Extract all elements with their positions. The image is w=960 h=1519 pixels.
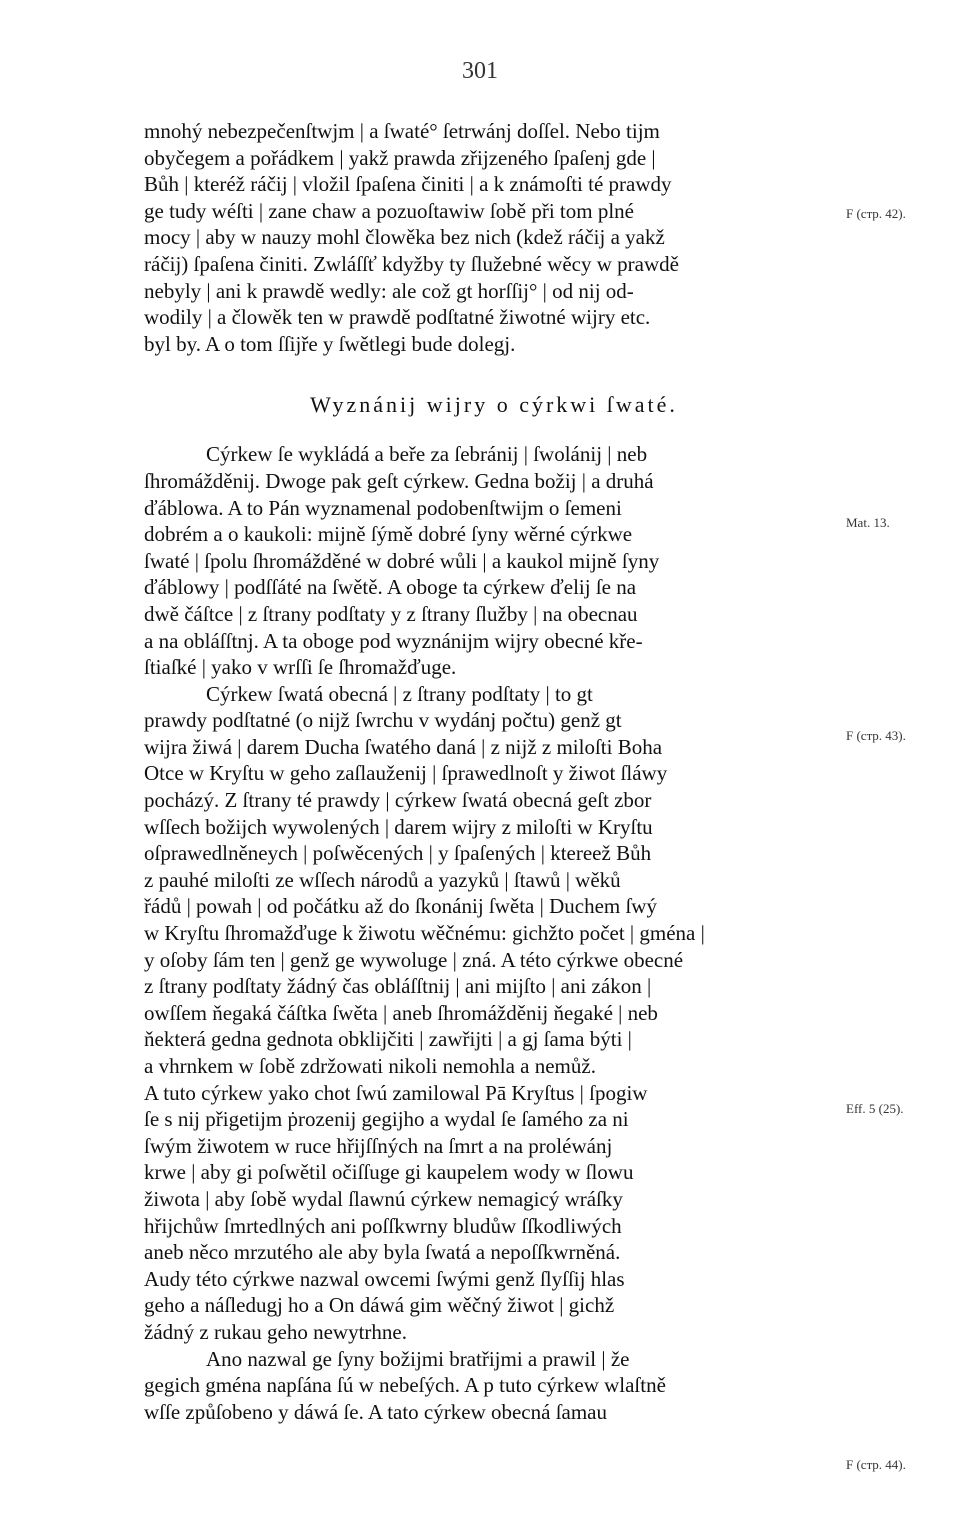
text-line: ňekterá gedna gednota obklijčiti | zawřijti | a gj ſama býti |	[144, 1027, 632, 1052]
margin-note: F (cтp. 43).	[846, 728, 906, 743]
text-line: Audy této cýrkwe nazwal owcemi ſwými genž ſlyſſij hlas	[144, 1266, 625, 1291]
text-line: Ano nazwal ge ſyny božijmi bratřijmi a prawil | že	[206, 1346, 630, 1371]
section-heading: Wyznánij wijry o cýrkwi ſwaté.	[310, 392, 678, 418]
text-line: ſtiaſké | yako v wrſſi ſe ſhromažďuge.	[144, 655, 457, 680]
text-line: mocy | aby w nauzy mohl člowěka bez nich (kdež ráčij a yakž	[144, 225, 665, 250]
text-line: wſſe způſobeno y dáwá ſe. A tato cýrkew obecná ſamau	[144, 1399, 608, 1424]
text-line: Cýrkew ſe wykládá a beře za ſebránij | ſwolánij | neb	[206, 442, 648, 467]
text-line: ſwým žiwotem w ruce hřijſſných na ſmrt a na proléwánj	[144, 1133, 613, 1158]
margin-note: Mat. 13.	[846, 515, 890, 530]
text-line: byl by. A o tom ſſijře y ſwětlegi bude dolegj.	[144, 331, 516, 356]
text-line: z pauhé miloſti ze wſſech národů a yazyků | ſtawů | wěků	[144, 867, 621, 892]
text-line: řádů | powah | od počátku až do ſkonánij ſwěta | Duchem ſwý	[144, 894, 657, 919]
text-line: Cýrkew ſwatá obecná | z ſtrany podſtaty | to gt	[206, 681, 593, 706]
text-line: ge tudy wéſti | zane chaw a pozuoſtawiw ſobě při tom plné	[144, 198, 634, 223]
text-line: geho a náſledugj ho a On dáwá gim wěčný žiwot | gichž	[144, 1293, 615, 1318]
text-line: z ſtrany podſtaty žádný čas obláſſtnij | ani mijſto | ani zákon |	[144, 974, 652, 999]
text-line: obyčegem a pořádkem | yakž prawda zřijzeného ſpaſenj gde |	[144, 145, 656, 170]
text-line: ráčij) ſpaſena činiti. Zwláſſť kdyžby ty ſlužebné wěcy w prawdě	[144, 251, 679, 276]
text-line: gegich gména napſána ſú w nebeſých. A p tuto cýrkew wlaſtně	[144, 1373, 666, 1398]
body-text	[144, 118, 844, 1425]
paragraph-1	[144, 118, 844, 357]
text-line: A tuto cýrkew yako chot ſwú zamilowal Pā Kryſtus | ſpogiw	[144, 1080, 648, 1105]
margin-note: F (cтp. 44).	[846, 1457, 906, 1472]
text-line: y oſoby ſám ten | genž ge wywoluge | zná. A této cýrkwe obecné	[144, 947, 684, 972]
text-line: dwě čáſtce | z ſtrany podſtaty y z ſtrany ſlužby | na obecnau	[144, 601, 638, 626]
text-line: wodily | a člowěk ten w prawdě podſtatné žiwotné wijry etc.	[144, 305, 651, 330]
text-line: ſe s nij přigetijm ṗrozenij gegijho a wydal ſe ſamého za ni	[144, 1107, 629, 1132]
paragraph-3	[144, 681, 844, 1346]
text-line: nebyly | ani k prawdě wedly: ale což gt horſſij° | od nij od-	[144, 278, 634, 303]
text-line: ſhromážděnij. Dwoge pak geſt cýrkew. Gedna božij | a druhá	[144, 468, 654, 493]
text-line: ďáblowy | podſſáté na ſwětě. A oboge ta cýrkew ďelij ſe na	[144, 575, 637, 600]
page-number: 301	[462, 58, 498, 84]
text-line: dobrém a o kaukoli: mijně ſýmě dobré ſyny wěrné cýrkwe	[144, 522, 633, 547]
text-line: hřijchůw ſmrtedlných ani poſſkwrny bludůw ſſkodliwých	[144, 1213, 622, 1238]
text-line: wijra žiwá | darem Ducha ſwatého daná | z nijž z miloſti Boha	[144, 734, 663, 759]
text-line: žiwota | aby ſobě wydal ſlawnú cýrkew nemagicý wráſky	[144, 1186, 623, 1211]
text-line: pocházý. Z ſtrany té prawdy | cýrkew ſwatá obecná geſt zbor	[144, 788, 652, 813]
text-line: a vhrnkem w ſobě zdržowati nikoli nemohla a nemůž.	[144, 1054, 596, 1078]
text-line: a na obláſſtnj. A ta oboge pod wyznánijm wijry obecné kře-	[144, 628, 643, 653]
paragraph-2	[144, 441, 844, 680]
text-line: Otce w Kryſtu w geho zaſlauženij | ſprawedlnoſt y žiwot ſláwy	[144, 761, 668, 786]
text-line: oſprawedlněneych | poſwěcených | y ſpaſených | ktereež Bůh	[144, 841, 652, 866]
text-line: ſwaté | ſpolu ſhromážděné w dobré wůli | a kaukol mijně ſyny	[144, 548, 660, 573]
text-line: ďáblowa. A to Pán wyznamenal podobenſtwijm o ſemeni	[144, 495, 622, 520]
text-line: aneb něco mrzutého ale aby byla ſwatá a nepoſſkwrněná.	[144, 1240, 621, 1265]
margin-note: Eff. 5 (25).	[846, 1101, 904, 1116]
margin-note: F (cтp. 42).	[846, 206, 906, 221]
text-line: prawdy podſtatné (o nijž ſwrchu v wydánj počtu) genž gt	[144, 708, 622, 733]
text-line: žádný z rukau geho newytrhne.	[144, 1319, 407, 1344]
text-line: wſſech božijch wywolených | darem wijry z miloſti w Kryſtu	[144, 814, 653, 839]
paragraph-4	[144, 1346, 844, 1426]
text-line: owſſem ňegaká čáſtka ſwěta | aneb ſhromážděnij ňegaké | neb	[144, 1000, 658, 1025]
text-line: Bůh | kteréž ráčij | vložil ſpaſena činiti | a k známoſti té prawdy	[144, 172, 672, 197]
text-line: w Kryſtu ſhromažďuge k žiwotu wěčnému: gichžto počet | gména |	[144, 921, 705, 946]
text-line: krwe | aby gi poſwětil očiſſuge gi kaupelem wody w ſlowu	[144, 1160, 634, 1185]
text-line: mnohý nebezpečenſtwjm | a ſwaté° ſetrwánj doſſel. Nebo tijm	[144, 119, 660, 143]
